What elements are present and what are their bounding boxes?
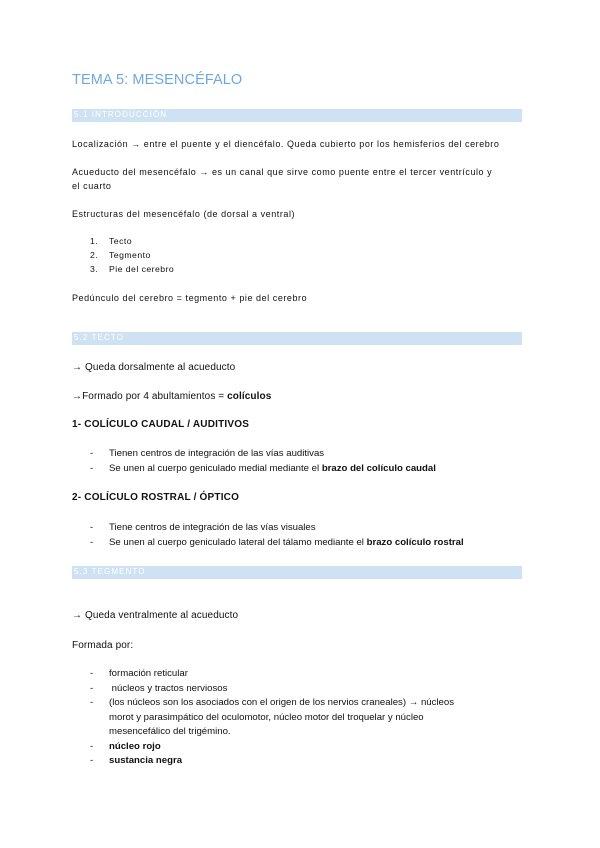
list-text: núcleos y tractos nerviosos: [109, 682, 228, 694]
section-header-tecto: [72, 332, 522, 345]
paragraph-tecto-dorsal: → Queda dorsalmente al acueducto: [72, 362, 236, 373]
list-item: [90, 667, 520, 682]
list-item: [90, 536, 520, 551]
list-text: [109, 536, 520, 551]
list-item: [90, 262, 174, 276]
list-item: [90, 682, 520, 697]
tegmento-list: [90, 667, 520, 769]
list-item: [90, 462, 520, 477]
dash-bullet: -: [90, 740, 94, 752]
structures-list: [90, 234, 174, 276]
text-line: morot y parasimpático del oculomotor, núcleo motor del troquelar y núcleo: [109, 711, 424, 723]
heading-coliculo-caudal: 1- COLÍCULO CAUDAL / AUDITIVOS: [72, 419, 250, 430]
list-item: [90, 248, 174, 262]
section-header-tegmento: [72, 566, 522, 579]
text-segment: Se unen al cuerpo geniculado medial mediante el: [109, 462, 322, 474]
list-number: 2.: [90, 250, 99, 260]
list-item: [90, 696, 520, 740]
bold-term: sustancia negra: [109, 755, 183, 766]
page-title: TEMA 5: MESENCÉFALO: [72, 72, 243, 88]
dash-bullet: -: [90, 462, 94, 474]
text-line: mesencefálico del trigémino.: [109, 726, 231, 737]
paragraph-localizacion: Localización → entre el puente y el diencéfalo. Queda cubierto por los hemisferios del cerebro: [72, 139, 500, 149]
caudal-list: [90, 447, 520, 476]
list-item: [90, 447, 520, 462]
list-text: formación reticular: [109, 668, 188, 679]
paragraph-estructuras: Estructuras del mesencéfalo (de dorsal a ventral): [72, 209, 296, 219]
dash-bullet: -: [90, 448, 94, 459]
list-text: Tegmento: [109, 250, 151, 260]
bold-term: brazo del colículo caudal: [321, 462, 436, 474]
text-line: (los núcleos son los asociados con el origen de los nervios craneales) → núcleos: [109, 697, 455, 708]
bold-term: colículos: [227, 391, 272, 402]
list-text: Tecto: [109, 236, 133, 246]
list-text: Pie del cerebro: [109, 264, 175, 274]
section-header-introduccion: [72, 109, 522, 122]
list-item: [90, 754, 520, 769]
list-item: [90, 740, 520, 755]
dash-bullet: -: [90, 682, 94, 694]
section-title: 5.3 TEGMENTO: [74, 567, 146, 576]
list-text: Tiene centros de integración de las vías visuales: [109, 522, 316, 533]
list-item: [90, 521, 520, 536]
paragraph-acueducto-line1: Acueducto del mesencéfalo → es un canal que sirve como puente entre el tercer ventrículo y: [72, 167, 493, 177]
dash-bullet: -: [90, 697, 94, 708]
list-number: 3.: [90, 264, 99, 274]
rostral-list: [90, 521, 520, 550]
paragraph-pedunculo: Pedúnculo del cerebro = tegmento + pie del cerebro: [72, 293, 308, 303]
dash-bullet: -: [90, 668, 94, 679]
list-number: 1.: [90, 236, 99, 246]
section-title: 5.2 TECTO: [74, 333, 125, 342]
paragraph-tegmento-ventral: → Queda ventralmente al acueducto: [72, 610, 239, 621]
paragraph-tecto-formado: [72, 390, 271, 403]
list-text: [109, 462, 520, 477]
list-text: [109, 696, 520, 740]
text-segment: →Formado por 4 abultamientos =: [72, 391, 228, 402]
dash-bullet: -: [90, 522, 94, 533]
list-item: [90, 234, 174, 248]
bold-term: núcleo rojo: [109, 740, 161, 752]
dash-bullet: -: [90, 536, 94, 548]
bold-term: brazo colículo rostral: [366, 536, 464, 548]
heading-coliculo-rostral: 2- COLÍCULO ROSTRAL / ÓPTICO: [72, 492, 240, 503]
paragraph-formada-por: Formada por:: [72, 640, 134, 651]
dash-bullet: -: [90, 755, 94, 766]
list-text: Tienen centros de integración de las vías auditivas: [109, 448, 325, 459]
text-segment: Se unen al cuerpo geniculado lateral del tálamo mediante el: [109, 536, 367, 548]
section-title: 5.1 INTRODUCCIÓN: [74, 110, 168, 119]
paragraph-acueducto-line2: el cuarto: [72, 181, 112, 191]
